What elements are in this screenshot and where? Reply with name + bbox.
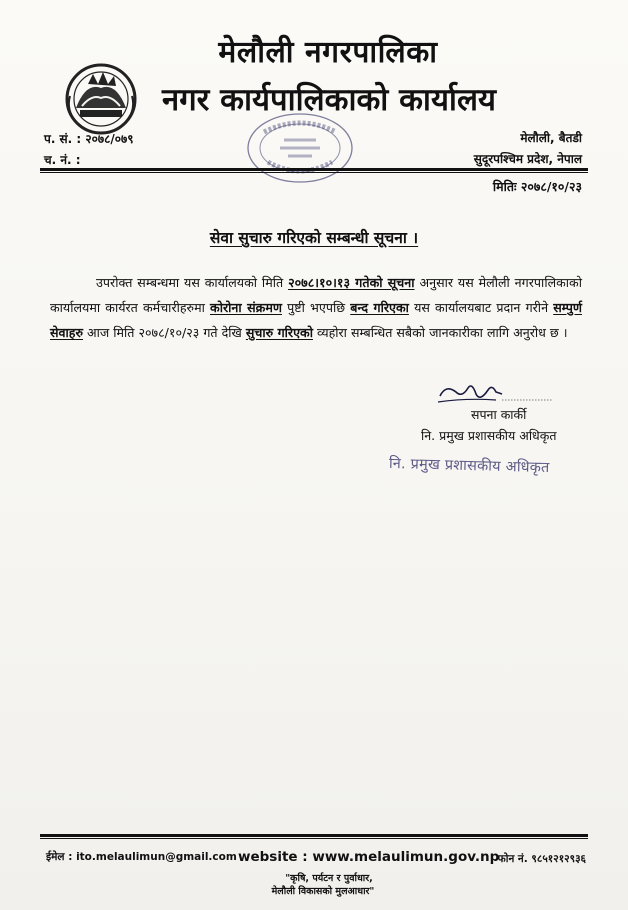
- body-text-1: उपरोक्त सम्बन्धमा यस कार्यालयको मिति: [96, 275, 289, 290]
- address-line-2: सुदूरपश्चिम प्रदेश, नेपाल: [473, 152, 582, 166]
- body-highlight-3: बन्द गरिएका: [350, 300, 409, 315]
- notice-body: [50, 270, 582, 345]
- body-highlight-1: २०७८।१०।१३ गतेको सूचना: [288, 275, 415, 290]
- municipality-name: मेलौली नगरपालिका: [218, 35, 438, 70]
- address-line-1: मेलौली, बैतडी: [520, 131, 582, 145]
- notice-subject-text: सेवा सुचारु गरिएको सम्बन्धी सूचना ।: [209, 229, 419, 247]
- body-text-2: अनुसार यस मेलौली नगरपालिकाको कार्यालयमा कार्यरत कर्मचारीहरुमा: [50, 275, 582, 315]
- header-rule-thin: [40, 172, 588, 173]
- letter-date: मितिः २०७८/१०/२३: [492, 179, 582, 194]
- body-highlight-2: कोरोना संक्रमण: [210, 300, 282, 315]
- body-text-5: आज मिति २०७८/१०/२३ गते देखि: [83, 325, 246, 340]
- body-text-4: यस कार्यालयबाट प्रदान गरीने: [408, 300, 554, 315]
- signatory-title: नि. प्रमुख प्रशासकीय अधिकृत: [421, 428, 557, 443]
- notice-subject: [0, 226, 628, 248]
- designation-stamp: नि. प्रमुख प्रशासकीय अधिकृत: [388, 455, 550, 477]
- body-text-6: व्यहोरा सम्बन्धित सबैको जानकारीका लागि अनुरोध छ ।: [312, 325, 568, 340]
- footer-email: ईमेल : ito.melaulimun@gmail.com: [46, 851, 237, 863]
- footer-phone: फोन नं. ९८५१२१२९३६: [497, 853, 586, 865]
- office-seal-stamp: [244, 110, 356, 186]
- footer-rule-thin: [40, 838, 588, 839]
- body-highlight-4: सम्पुर्ण सेवाहरु: [50, 300, 582, 340]
- footer-motto-line-1: "कृषि, पर्यटन र पुर्वाधार,: [285, 873, 373, 884]
- body-text-3: पुष्टी भएपछि: [281, 300, 351, 315]
- reference-number: प. सं. : २०७८/०७९: [44, 132, 134, 146]
- footer-motto-line-2: मेलौली विकासको मुलआधार": [271, 886, 375, 897]
- header-rule: [40, 168, 588, 171]
- footer-website: website : www.melaulimun.gov.np: [238, 849, 500, 865]
- office-name: नगर कार्यपालिकाको कार्यालय: [162, 82, 496, 118]
- footer-rule: [40, 834, 588, 837]
- signatory-name: सपना कार्की: [471, 407, 527, 422]
- body-highlight-5: सुचारु गरिएको: [245, 325, 313, 340]
- dispatch-number: च. नं. :: [44, 153, 81, 167]
